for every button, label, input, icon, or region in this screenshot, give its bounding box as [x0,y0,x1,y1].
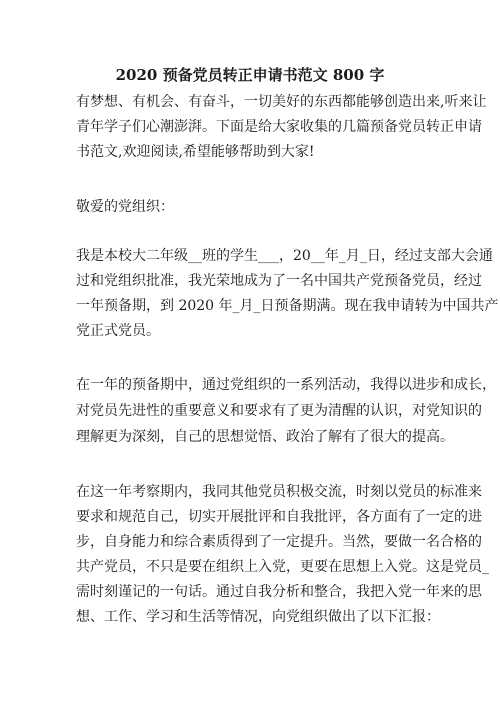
intro-line-2: 青年学子们心潮澎湃。下面是给大家收集的几篇预备党员转正申请 [76,119,482,135]
paragraph-2-line-1: 在一年的预备期中，通过党组织的一系列活动，我得以进步和成长， [76,377,496,393]
paragraph-1-line-3: 一年预备期，到 2020 年_月_日预备期满。现在我申请转为中国共产 [76,298,499,314]
paragraph-3-line-1: 在这一年考察期内，我同其他党员积极交流，时刻以党员的标准来 [76,484,482,500]
paragraph-2-line-3: 理解更为深刻，自己的思想觉悟、政治了解有了很大的提高。 [76,429,454,445]
paragraph-3-line-2: 要求和规范自己，切实开展批评和自我批评，各方面有了一定的进 [76,509,482,525]
paragraph-3-line-3: 步，自身能力和综合素质得到了一定提升。当然，要做一名合格的 [76,534,482,550]
document-title: 2020 预备党员转正申请书范文 800 字 [115,66,385,84]
paragraph-3-line-4: 共产党员，不只是要在组织上入党，更要在思想上入党。这是党员_ [76,559,489,575]
paragraph-1-line-2: 过和党组织批准，我光荣地成为了一名中国共产党预备党员，经过 [76,273,482,289]
paragraph-1-line-1: 我是本校大二年级__班的学生___，20__年_月_日，经过支部大会通 [76,248,493,264]
paragraph-3-line-5: 需时刻谨记的一句话。通过自我分析和整合，我把入党一年来的思 [76,584,482,600]
intro-line-3: 书范文,欢迎阅读,希望能够帮助到大家! [76,144,315,160]
intro-line-1: 有梦想、有机会、有奋斗，一切美好的东西都能够创造出来,听来让 [76,94,487,110]
salutation-line: 敬爱的党组织： [76,199,174,215]
paragraph-2-line-2: 对党员先进性的重要意义和要求有了更为清醒的认识，对党知识的 [76,403,482,419]
paragraph-3-line-6: 想、工作、学习和生活等情况，向党组织做出了以下汇报： [76,609,440,625]
paragraph-1-line-4: 党正式党员。 [76,323,160,339]
